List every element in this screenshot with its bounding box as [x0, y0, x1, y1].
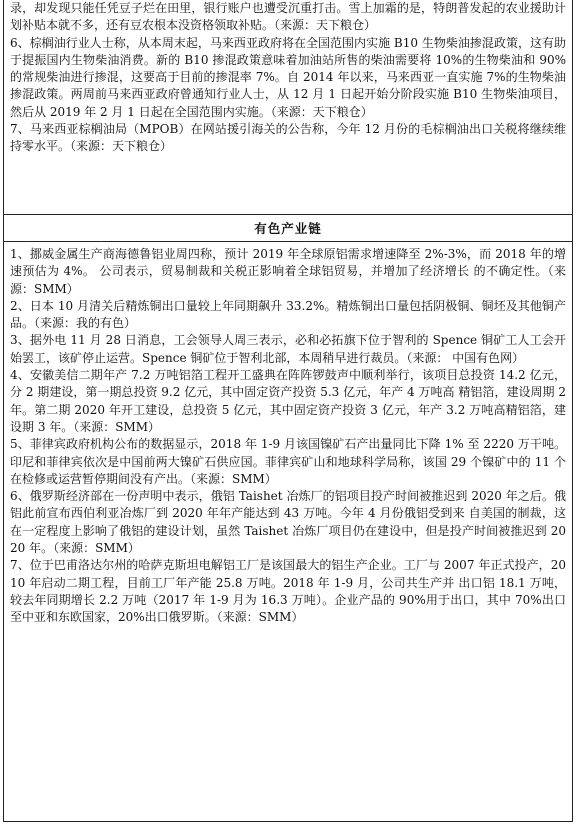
news-paragraph: 2、日本 10 月清关后精炼铜出口量较上年同期飙升 33.2%。精炼铜出口量包括阴极铜、铜坯及其他铜产品。（来源：我的有色） — [10, 298, 566, 331]
news-paragraph: 7、位于巴甫洛达尔州的哈萨克斯坦电解铝工厂是该国最大的铝生产企业。工厂与 2007 年正式投产，2010 年启动二期工程，目前工厂年产能 25.8 万吨。2018 年 1-9 月，公司共生产并 出口铝 18.1 万吨，较去年同期增长 2.2 万吨（2017 年 1-9 月为 16.3 万吨）。企业产品的 90%用于出口，其中 70%出口至中亚和东欧国家，20%出口俄罗斯。（来源：SMM） — [10, 558, 566, 625]
news-paragraph: 6、俄罗斯经济部在一份声明中表示，俄铝 Taishet 冶炼厂的铝项目投产时间被推迟到 2020 年之后。俄铝此前宣布西伯利亚冶炼厂到 2020 年年产能达到 43 万吨。今年 4 月份俄铝受到来 自美国的制裁，这在一定程度上影响了俄铝的建设计划，虽然 Taishet 冶炼厂项目仍在建设中，但是投产时间被推迟到 2020 年。（来源：SMM） — [10, 489, 566, 556]
section-title: 有色产业链 — [254, 221, 322, 236]
news-paragraph: 7、马来西亚棕榈油局（MPOB）在网站援引海关的公告称，今年 12 月份的毛棕榈油出口关税将继续维持零水平。（来源：天下粮仓） — [10, 122, 566, 154]
agri-news-cell — [3, 0, 573, 215]
news-paragraph: 录，却发现只能任凭豆子烂在田里，银行账户也遭受沉重打击。雪上加霜的是，特朗普发起的农业援助计划补贴本就不多，还有豆农根本没资格领取补贴。（来源：天下粮仓） — [10, 1, 566, 33]
news-paragraph: 1、挪威金属生产商海德鲁铝业周四称，预计 2019 年全球原铝需求增速降至 2%-3%，而 2018 年的增速预估为 4%。 公司表示，贸易制裁和关税正影响着全球铝贸易，并增加了经济增长 的不确定性。（来源：SMM） — [10, 247, 566, 296]
news-paragraph: 3、据外电 11 月 28 日消息，工会领导人周三表示，必和必拓旗下位于智利的 Spence 铜矿工人工会开始罢工，该矿停止运营。Spence 铜矿位于智利北部，本周稍早进行裁员。（来源： 中国有色网） — [10, 333, 566, 365]
news-paragraph: 6、棕榈油行业人士称，从本周末起，马来西亚政府将在全国范围内实施 B10 生物柴油掺混政策，这有助于提振国内生物柴油消费。新的 B10 掺混政策意味着加油站所售的柴油需要将 10%的生物柴油和 90%的常规柴油进行掺混，这要高于目前的掺混率 7%。自 2014 年以来，马来西亚一直实施 7%的生物柴油掺混政策。两周前马来西亚政府曾通知行业人士，从 12 月 1 日起开始分阶段实施 B10 生物柴油项目，然后从 2019 年 2 月 1 日起在全国范围内实施。（来源：天下粮仓） — [10, 35, 566, 119]
news-paragraph: 4、安徽美信二期年产 7.2 万吨铝箔工程开工盛典在阵阵锣鼓声中顺利举行，该项目总投资 14.2 亿元，分 2 期建设，第一期总投资 9.2 亿元，其中固定资产投资 5.3 亿元，年产 4 万吨高 精铝箔，建设周期 2 年。第二期 2020 年开工建设，总投资 5 亿元，其中固定资产投资 3 亿元，年产 3.2 万吨高精铝箔，建设期 3 年。（来源：SMM） — [10, 368, 566, 434]
section-header-cell — [3, 215, 573, 242]
metals-news-cell — [3, 242, 573, 822]
news-paragraph: 5、菲律宾政府机构公布的数据显示，2018 年 1-9 月该国镍矿石产出量同比下降 1% 至 2220 万干吨。印尼和菲律宾依次是中国前两大镍矿石供应国。菲律宾矿山和地球科学局称，该国 29 个镍矿中的 11 个在检修或运营暂停期间没有产出。（来源：SMM） — [10, 437, 566, 486]
